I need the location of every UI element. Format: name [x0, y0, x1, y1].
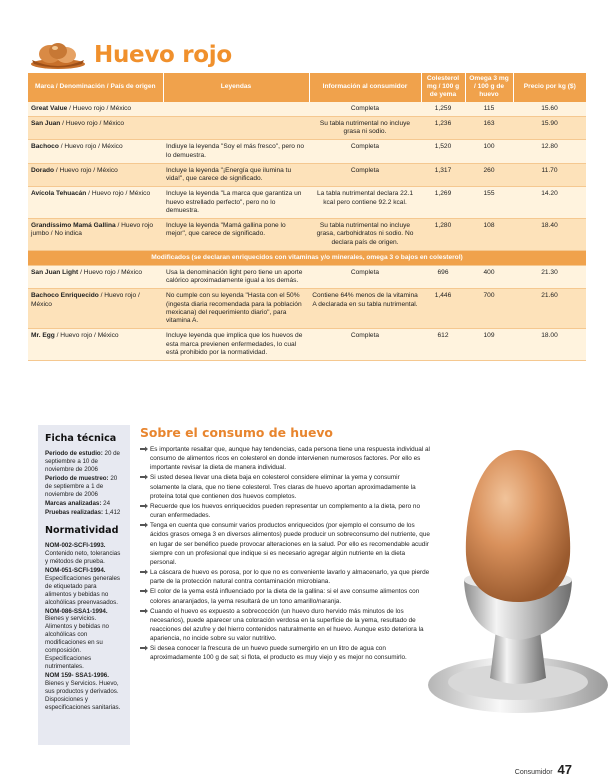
- omega3-cell: 115: [465, 102, 513, 117]
- cholesterol-cell: 1,520: [421, 140, 465, 163]
- info-cell: Su tabla nutrimental no incluye grasa ni sodio.: [309, 116, 421, 139]
- price-cell: 11.70: [513, 163, 586, 186]
- omega3-cell: 400: [465, 265, 513, 288]
- modified-section-row: [28, 250, 586, 265]
- info-cell: Completa: [309, 329, 421, 361]
- legend-cell: Incluye la leyenda "Mamá gallina pone lo mejor", que carece de significado.: [163, 219, 309, 251]
- brand-name: San Juan Light: [31, 268, 79, 276]
- omega3-cell: 700: [465, 289, 513, 329]
- brand-name: Bachoco: [31, 143, 59, 151]
- price-cell: 15.90: [513, 116, 586, 139]
- pointing-hand-icon: [140, 645, 148, 651]
- table-row: [28, 187, 586, 219]
- page-header: [28, 40, 232, 70]
- legend-cell: [163, 116, 309, 139]
- price-cell: 15.60: [513, 102, 586, 117]
- ficha-label: Periodo de muestreo:: [45, 475, 109, 483]
- omega3-cell: 109: [465, 329, 513, 361]
- omega3-cell: 260: [465, 163, 513, 186]
- brand-detail: / Huevo rojo / México: [60, 119, 125, 127]
- info-cell: Completa: [309, 140, 421, 163]
- price-cell: 18.00: [513, 329, 586, 361]
- norm-description: Bienes y servicios. Alimentos y bebidas no alcohólicas con modificaciones en su composición. Especificaciones nutrimentales.: [45, 615, 109, 671]
- ficha-item: [45, 500, 123, 508]
- cholesterol-cell: 696: [421, 265, 465, 288]
- brand-cell: [28, 116, 163, 139]
- cholesterol-cell: 1,317: [421, 163, 465, 186]
- info-cell: Completa: [309, 102, 421, 117]
- normatividad-title: Normatividad: [45, 524, 119, 536]
- norm-item: [45, 567, 123, 607]
- bullet-text: El color de la yema está influenciado por la dieta de la gallina: si el ave consume alimentos con colores anaranjados, la yema resultará de un tono amarillo/naranja.: [150, 588, 420, 605]
- table-row: [28, 140, 586, 163]
- info-cell: Completa: [309, 265, 421, 288]
- norm-description: Contenido neto, tolerancias y métodos de prueba.: [45, 549, 121, 565]
- pointing-hand-icon: [140, 608, 148, 614]
- bullet-list: [140, 445, 430, 663]
- bullet-text: Recuerde que los huevos enriquecidos pueden representar un complemento a la dieta, pero no curan enfermedades.: [150, 502, 421, 520]
- omega3-cell: 108: [465, 219, 513, 251]
- legend-cell: [163, 102, 309, 117]
- info-cell: Su tabla nutrimental no incluye grasa, carbohidratos ni sodio. No declara país de origen.: [309, 219, 421, 251]
- ficha-list: [45, 450, 123, 517]
- legend-cell: Incluye leyenda que implica que los huevos de esta marca previenen enfermedades, lo cual está prohibido por la normatividad.: [163, 329, 309, 361]
- pointing-hand-icon: [140, 522, 148, 528]
- legend-cell: Incluye la leyenda "¡Energía que ilumina tu vida!", que carece de significado.: [163, 163, 309, 186]
- brand-name: Bachoco Enriquecido: [31, 292, 99, 300]
- table-row: [28, 289, 586, 329]
- modified-section-label: Modificados (se declaran enriquecidos con vitaminas y/o minerales, omega 3 o bajos en colesterol): [28, 250, 586, 265]
- table-row: [28, 265, 586, 288]
- norm-description: Especificaciones generales de etiquetado para alimentos y bebidas no alcohólicas preenvasados.: [45, 574, 120, 606]
- brand-detail: / Huevo rojo jumbo / No indica: [31, 222, 154, 238]
- bullet-text: Cuando el huevo es expuesto a sobrecocción (un huevo duro hervido más minutos de los necesarios), puede aparecer una coloración verdosa en la superficie de la yema, resultado de reacciones del azufre y del hierro contenidos naturalmente en el huevo. Aunque esto deteriora la apariencia, no incide sobre su valor nutritivo.: [150, 607, 424, 643]
- ficha-item: [45, 475, 123, 499]
- ficha-item: [45, 509, 123, 517]
- pointing-hand-icon: [140, 503, 148, 509]
- info-cell: Completa: [309, 163, 421, 186]
- brand-name: Mr. Egg: [31, 332, 55, 340]
- omega3-cell: 163: [465, 116, 513, 139]
- ficha-value: 20 de septiembre a 1 de noviembre de 2006: [45, 475, 118, 498]
- ficha-value: 1,412: [104, 508, 121, 516]
- norm-description: Bienes y Servicios. Huevo, sus productos y derivados. Disposiciones y especificaciones sanitarias.: [45, 679, 121, 711]
- egg-in-cup-image: [418, 430, 608, 735]
- legend-cell: No cumple con su leyenda "Hasta con el 50% (ingesta diaria recomendada para la población mexicana) del requerimiento diario", para vitamina A.: [163, 289, 309, 329]
- col-header-info: Información al consumidor: [309, 73, 421, 102]
- pointing-hand-icon: [140, 446, 148, 452]
- table-header-row: [28, 73, 586, 102]
- brand-cell: [28, 219, 163, 251]
- article-section: [140, 425, 430, 664]
- norm-code: NOM-002-SCFI-1993.: [45, 542, 106, 550]
- brand-detail: / Huevo rojo / México: [54, 166, 118, 174]
- ficha-label: Periodo de estudio:: [45, 450, 103, 458]
- footer-magazine-label: Consumidor: [514, 769, 553, 776]
- bullet-item: [140, 587, 430, 605]
- ficha-label: Marcas analizadas:: [45, 499, 102, 507]
- bullet-item: [140, 521, 430, 567]
- brand-cell: [28, 265, 163, 288]
- brand-name: San Juan: [31, 119, 61, 127]
- bullet-text: Tenga en cuenta que consumir varios productos enriquecidos (por ejemplo el consumo de los ácidos grasos omega 3 en diversos alimentos) puede producir un sobreconsumo del nutriente, que en lugar de ser benéfico puede provocar alteraciones en la salud. Por ello es recomendable acudir siempre con un profesional que indique si es necesario agregar algún nutriente en la dieta personal.: [150, 522, 430, 566]
- bullet-text: Si desea conocer la frescura de un huevo puede sumergirlo en un litro de agua con aproximadamente 100 g de sal; si flota, el producto es muy viejo y es mejor no consumirlo.: [150, 645, 407, 662]
- cholesterol-cell: 1,236: [421, 116, 465, 139]
- price-cell: 12.80: [513, 140, 586, 163]
- brand-detail: / Huevo rojo / México: [58, 143, 123, 151]
- price-cell: 21.30: [513, 265, 586, 288]
- brand-detail: / Huevo rojo / México: [31, 292, 140, 308]
- table-row: [28, 329, 586, 361]
- page-footer: [515, 762, 572, 777]
- page-title: Huevo rojo: [94, 42, 232, 68]
- table-row: [28, 163, 586, 186]
- pointing-hand-icon: [140, 474, 148, 480]
- bullet-item: [140, 502, 430, 520]
- info-cell: La tabla nutrimental declara 22.1 kcal pero contiene 92.2 kcal.: [309, 187, 421, 219]
- sidebar-technical: [38, 425, 130, 745]
- norm-code: NOM-051-SCFI-1994.: [45, 566, 106, 574]
- price-cell: 18.40: [513, 219, 586, 251]
- table-row: [28, 116, 586, 139]
- brand-cell: [28, 289, 163, 329]
- omega3-cell: 100: [465, 140, 513, 163]
- norm-item: [45, 672, 123, 712]
- norm-code: NOM-086-SSA1-1994.: [45, 607, 108, 615]
- col-header-brand: Marca / Denominación / País de origen: [28, 73, 163, 102]
- brand-cell: [28, 329, 163, 361]
- cholesterol-cell: 1,259: [421, 102, 465, 117]
- brand-name: Dorado: [31, 166, 55, 174]
- info-cell: Contiene 64% menos de la vitamina A declarada en su tabla nutrimental.: [309, 289, 421, 329]
- bullet-text: Si usted desea llevar una dieta baja en colesterol considere eliminar la yema y consumir solamente la clara, que no tiene colesterol. Tres claras de huevo aportan aproximadamente la proteína total que contienen dos huevos completos.: [150, 474, 416, 500]
- cholesterol-cell: 612: [421, 329, 465, 361]
- legend-cell: Incluye la leyenda "La marca que garantiza un huevo estrellado perfecto", pero no lo demuestra.: [163, 187, 309, 219]
- cholesterol-cell: 1,280: [421, 219, 465, 251]
- brand-detail: / Huevo rojo / México: [67, 104, 132, 112]
- omega3-cell: 155: [465, 187, 513, 219]
- legend-cell: Indiuye la leyenda "Soy el más fresco", pero no lo demuestra.: [163, 140, 309, 163]
- page-number: 47: [557, 762, 572, 777]
- norms-list: [45, 542, 123, 712]
- brand-cell: [28, 140, 163, 163]
- norm-item: [45, 542, 123, 566]
- table-row: [28, 102, 586, 117]
- col-header-price: Precio por kg ($): [513, 73, 586, 102]
- ficha-value: 20 de septiembre a 10 de noviembre de 2006: [45, 450, 120, 474]
- cholesterol-cell: 1,446: [421, 289, 465, 329]
- col-header-omega3: Omega 3 mg / 100 g de huevo: [465, 73, 513, 102]
- brand-detail: / Huevo rojo / México: [54, 332, 119, 340]
- comparison-table-wrapper: [28, 73, 586, 361]
- egg-bowl-icon: [28, 40, 88, 70]
- brand-detail: / Huevo rojo / México: [86, 190, 151, 198]
- col-header-cholesterol: Colesterol mg / 100 g de yema: [421, 73, 465, 102]
- article-heading: Sobre el consumo de huevo: [140, 425, 333, 440]
- pointing-hand-icon: [140, 588, 148, 594]
- pointing-hand-icon: [140, 569, 148, 575]
- bullet-text: La cáscara de huevo es porosa, por lo que no es conveniente lavarlo y almacenarlo, ya que pierde parte de la protección natural contra contaminación microbiana.: [150, 569, 430, 586]
- brand-name: Avícola Tehuacán: [31, 190, 87, 198]
- brand-name: Great Value: [31, 104, 68, 112]
- ficha-label: Pruebas realizadas:: [45, 508, 104, 516]
- norm-code: NOM 159- SSA1-1996.: [45, 672, 109, 680]
- ficha-title: Ficha técnica: [45, 433, 117, 444]
- brand-detail: / Huevo rojo / México: [78, 268, 143, 276]
- cholesterol-cell: 1,269: [421, 187, 465, 219]
- price-cell: 14.20: [513, 187, 586, 219]
- norm-item: [45, 608, 123, 672]
- bullet-item: [140, 607, 430, 644]
- brand-cell: [28, 102, 163, 117]
- ficha-value: 24: [103, 499, 111, 507]
- price-cell: 21.60: [513, 289, 586, 329]
- brand-cell: [28, 187, 163, 219]
- bullet-item: [140, 445, 430, 472]
- comparison-table: [28, 73, 586, 361]
- bullet-item: [140, 473, 430, 500]
- bullet-item: [140, 644, 430, 662]
- table-row: [28, 219, 586, 251]
- legend-cell: Usa la denominación light pero tiene un aporte calórico aproximadamente igual a los demás.: [163, 265, 309, 288]
- ficha-item: [45, 450, 123, 474]
- brand-name: Grandíssimo Mamá Gallina: [31, 222, 116, 230]
- brand-cell: [28, 163, 163, 186]
- bullet-text: Es importante resaltar que, aunque hay tendencias, cada persona tiene una respuesta individual al consumo de alimentos ricos en colesterol en donde intervienen numerosos factores. Por ello es importante revisar la dieta de manera individual.: [150, 446, 430, 472]
- col-header-legends: Leyendas: [163, 73, 309, 102]
- bullet-item: [140, 568, 430, 586]
